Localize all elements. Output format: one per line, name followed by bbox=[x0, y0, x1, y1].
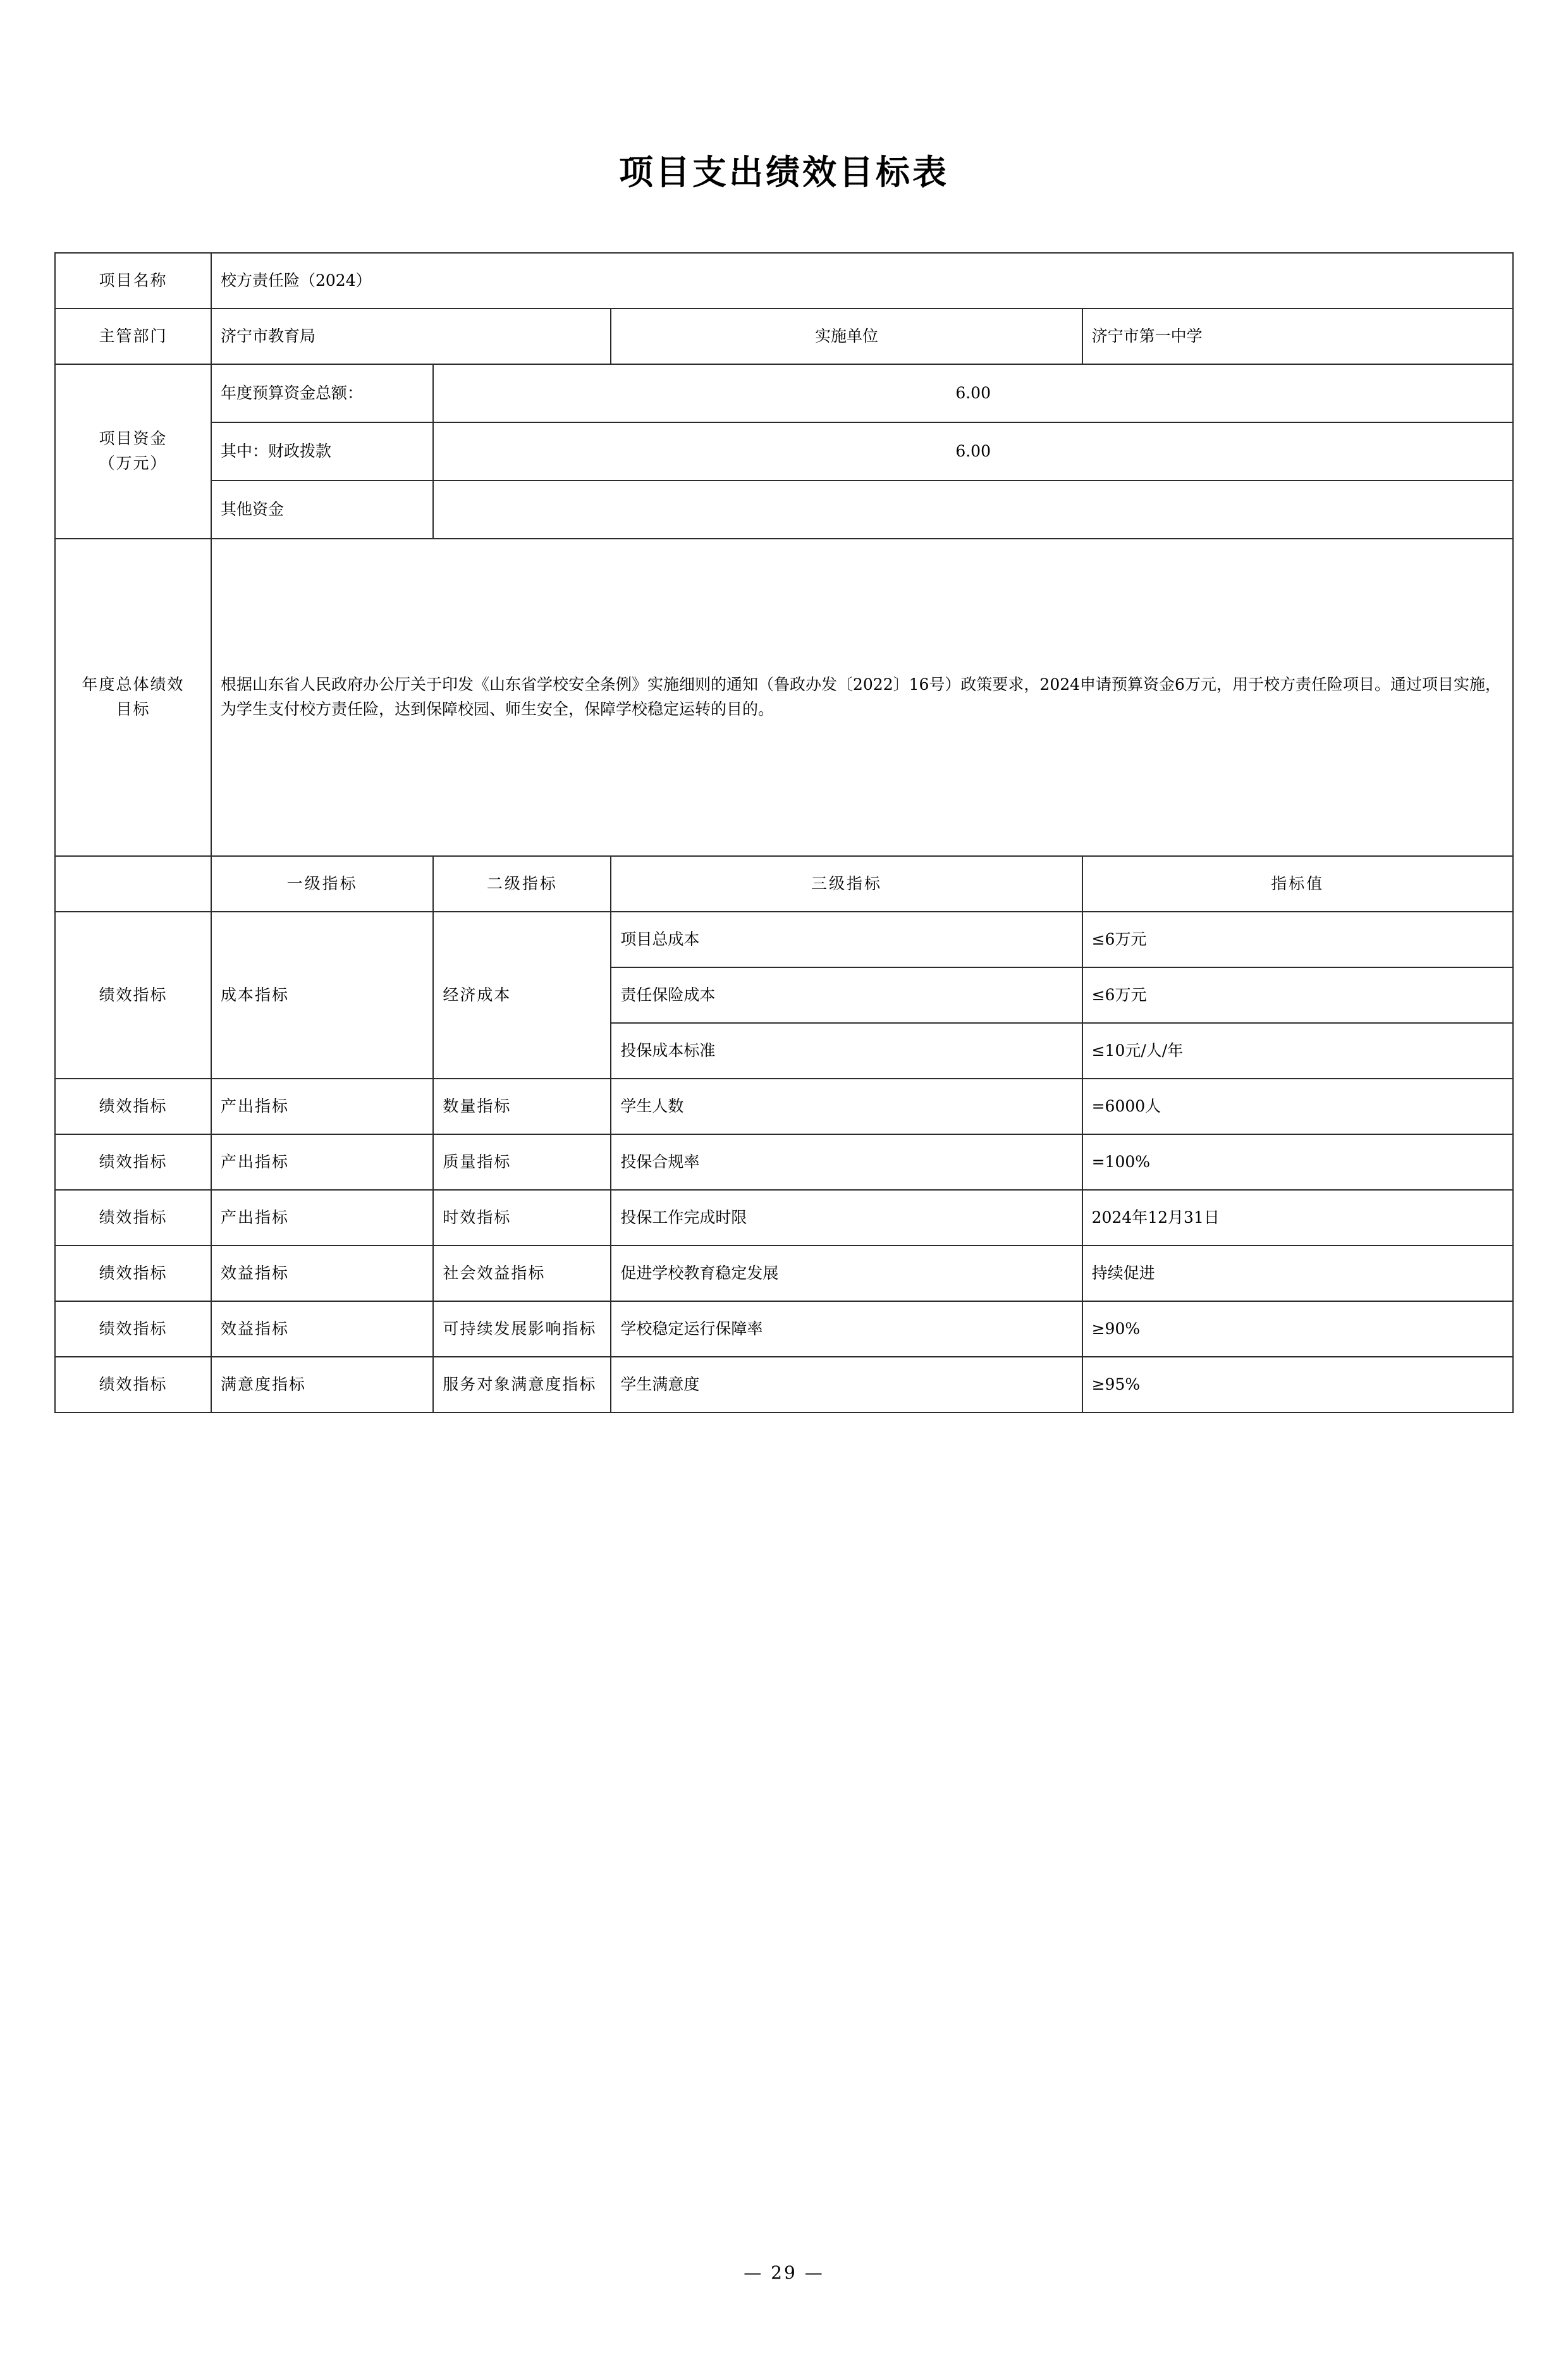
indicator-level2: 经济成本 bbox=[433, 912, 611, 1079]
indicator-value: 持续促进 bbox=[1082, 1246, 1513, 1301]
table-row bbox=[55, 912, 1513, 967]
indicator-level2: 数量指标 bbox=[433, 1079, 611, 1134]
indicator-level1: 效益指标 bbox=[211, 1301, 433, 1357]
table-row bbox=[55, 1190, 1513, 1246]
table-row bbox=[55, 1079, 1513, 1134]
indicator-category: 绩效指标 bbox=[55, 1134, 211, 1190]
overall-goal-label bbox=[55, 539, 211, 856]
indicator-level3: 促进学校教育稳定发展 bbox=[611, 1246, 1082, 1301]
indicator-value: =6000人 bbox=[1082, 1079, 1513, 1134]
overall-goal-text: 根据山东省人民政府办公厅关于印发《山东省学校安全条例》实施细则的通知（鲁政办发〔2022〕16号）政策要求，2024申请预算资金6万元，用于校方责任险项目。通过项目实施，为学生支付校方责任险，达到保障校园、师生安全，保障学校稳定运转的目的。 bbox=[211, 539, 1513, 856]
indicator-level3: 学生人数 bbox=[611, 1079, 1082, 1134]
total-budget-value: 6.00 bbox=[433, 364, 1513, 422]
indicator-level3: 责任保险成本 bbox=[611, 967, 1082, 1023]
department-value: 济宁市教育局 bbox=[211, 309, 611, 364]
table-row-other-funds bbox=[55, 481, 1513, 539]
overall-goal-label-line1: 年度总体绩效 bbox=[82, 675, 185, 694]
indicator-level3: 学校稳定运行保障率 bbox=[611, 1301, 1082, 1357]
table-row bbox=[55, 1246, 1513, 1301]
table-row-total-budget bbox=[55, 364, 1513, 422]
indicator-level2: 时效指标 bbox=[433, 1190, 611, 1246]
indicator-value: ≤10元/人/年 bbox=[1082, 1023, 1513, 1079]
indicator-category: 绩效指标 bbox=[55, 1190, 211, 1246]
performance-goal-table bbox=[54, 252, 1514, 1413]
table-row bbox=[55, 1357, 1513, 1412]
indicator-header-blank bbox=[55, 856, 211, 912]
indicator-value: ≥90% bbox=[1082, 1301, 1513, 1357]
indicator-category: 绩效指标 bbox=[55, 1357, 211, 1412]
indicator-value: ≥95% bbox=[1082, 1357, 1513, 1412]
indicator-level1: 产出指标 bbox=[211, 1134, 433, 1190]
indicator-header-level1: 一级指标 bbox=[211, 856, 433, 912]
document-page bbox=[0, 145, 1568, 2364]
indicator-level2: 服务对象满意度指标 bbox=[433, 1357, 611, 1412]
indicator-level3: 投保合规率 bbox=[611, 1134, 1082, 1190]
project-name-value: 校方责任险（2024） bbox=[211, 253, 1513, 309]
indicator-level1: 产出指标 bbox=[211, 1190, 433, 1246]
table-row-project-name bbox=[55, 253, 1513, 309]
indicator-value: 2024年12月31日 bbox=[1082, 1190, 1513, 1246]
indicator-level1: 成本指标 bbox=[211, 912, 433, 1079]
funds-label-line1: 项目资金 bbox=[99, 429, 168, 448]
project-name-label: 项目名称 bbox=[55, 253, 211, 309]
indicator-level3: 投保工作完成时限 bbox=[611, 1190, 1082, 1246]
indicator-level2: 可持续发展影响指标 bbox=[433, 1301, 611, 1357]
indicator-level3: 学生满意度 bbox=[611, 1357, 1082, 1412]
indicator-level2: 质量指标 bbox=[433, 1134, 611, 1190]
indicator-category: 绩效指标 bbox=[55, 912, 211, 1079]
indicator-level3: 项目总成本 bbox=[611, 912, 1082, 967]
performance-goal-table-wrapper bbox=[54, 252, 1514, 1413]
indicator-header-level2: 二级指标 bbox=[433, 856, 611, 912]
unit-label: 实施单位 bbox=[611, 309, 1082, 364]
page-title: 项目支出绩效目标表 bbox=[619, 152, 949, 192]
table-row-fiscal-appropriation bbox=[55, 422, 1513, 481]
overall-goal-label-line2: 目标 bbox=[116, 700, 150, 718]
indicator-value: ≤6万元 bbox=[1082, 912, 1513, 967]
indicator-level1: 满意度指标 bbox=[211, 1357, 433, 1412]
other-funds-label: 其他资金 bbox=[211, 481, 433, 539]
table-row bbox=[55, 1301, 1513, 1357]
funds-label-line2: （万元） bbox=[99, 454, 168, 472]
indicator-header-value: 指标值 bbox=[1082, 856, 1513, 912]
indicator-category: 绩效指标 bbox=[55, 1301, 211, 1357]
page-number: — 29 — bbox=[744, 2262, 824, 2283]
table-row-overall-goal bbox=[55, 539, 1513, 856]
unit-value: 济宁市第一中学 bbox=[1082, 309, 1513, 364]
indicator-header-level3: 三级指标 bbox=[611, 856, 1082, 912]
indicator-category: 绩效指标 bbox=[55, 1246, 211, 1301]
indicator-level2: 社会效益指标 bbox=[433, 1246, 611, 1301]
fiscal-appropriation-value: 6.00 bbox=[433, 422, 1513, 481]
table-row bbox=[55, 1134, 1513, 1190]
indicator-category: 绩效指标 bbox=[55, 1079, 211, 1134]
indicator-level1: 效益指标 bbox=[211, 1246, 433, 1301]
indicator-level3: 投保成本标准 bbox=[611, 1023, 1082, 1079]
funds-label bbox=[55, 364, 211, 539]
indicator-value: ≤6万元 bbox=[1082, 967, 1513, 1023]
table-row-department bbox=[55, 309, 1513, 364]
other-funds-value bbox=[433, 481, 1513, 539]
indicator-value: =100% bbox=[1082, 1134, 1513, 1190]
fiscal-appropriation-label: 其中：财政拨款 bbox=[211, 422, 433, 481]
indicator-level1: 产出指标 bbox=[211, 1079, 433, 1134]
department-label: 主管部门 bbox=[55, 309, 211, 364]
table-row-indicator-header bbox=[55, 856, 1513, 912]
total-budget-label: 年度预算资金总额： bbox=[211, 364, 433, 422]
